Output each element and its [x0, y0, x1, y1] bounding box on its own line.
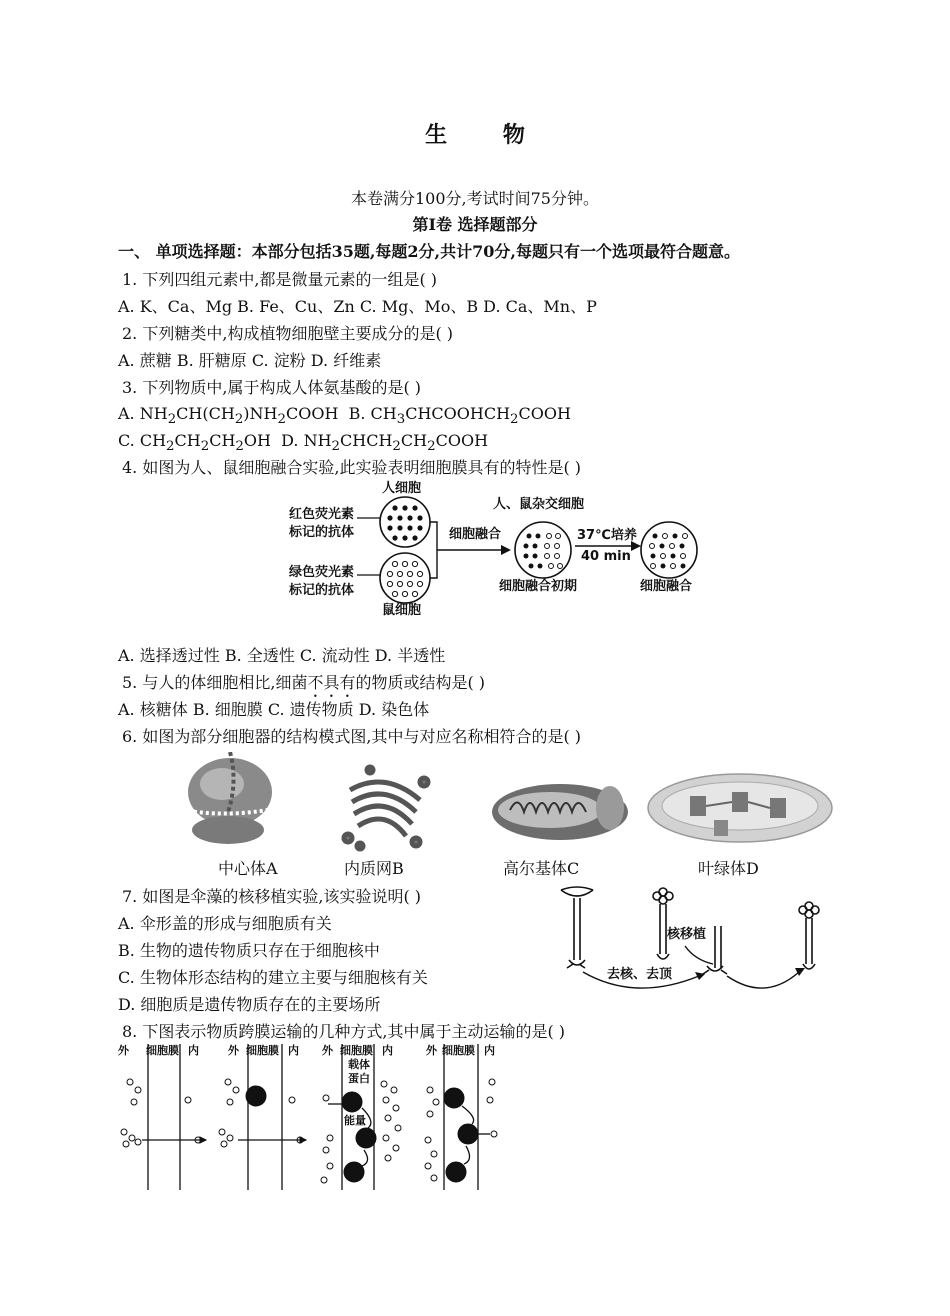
organelle-b-image: [344, 767, 428, 849]
q7-option-a: A. 伞形盖的形成与细胞质有关: [118, 914, 332, 933]
q3-option-b: B. $CH_3CHCOOHCH_2COOH$: [348, 404, 571, 428]
remove-label: 去核、去顶: [607, 967, 673, 982]
part-heading: [0, 214, 950, 236]
hybrid-cell-early: [515, 522, 571, 578]
transplant-label: 核移植: [667, 927, 707, 942]
hybrid-cell-fused: [641, 522, 697, 578]
q3-option-d: D. $NH_2CHCH_2CH_2COOH$: [281, 431, 489, 455]
umbrella-alga-1: [561, 887, 593, 968]
mouse-cell-label: 鼠细胞: [382, 603, 422, 618]
svg-text:内: 内: [288, 1044, 299, 1057]
svg-text:内: 内: [188, 1044, 199, 1057]
time-label: 40 min: [581, 549, 631, 564]
q4-options: A. 选择透过性 B. 全透性 C. 流动性 D. 半透性: [118, 646, 446, 665]
carrier-label-1: 载体: [348, 1058, 370, 1071]
umbrella-alga-2: [653, 888, 673, 959]
q1-options: A. K、Ca、Mg B. Fe、Cu、Zn C. Mg、Mo、B D. Ca、Mn、P: [118, 297, 597, 316]
transport-panel-1: [121, 1079, 206, 1147]
q6-label-b: 内质网B: [344, 859, 404, 878]
svg-text:细胞膜: 细胞膜: [246, 1044, 279, 1057]
early-label: 细胞融合初期: [499, 579, 578, 594]
svg-text:细胞膜: 细胞膜: [340, 1044, 373, 1057]
transport-panel-3: [321, 1081, 401, 1183]
q3-stem: 3. 下列物质中,属于构成人体氨基酸的是( ): [122, 378, 422, 397]
q7-option-c: C. 生物体形态结构的建立主要与细胞核有关: [118, 968, 428, 987]
q3-options-cd: [118, 430, 488, 458]
organelle-c-image: [492, 784, 628, 840]
svg-text:内: 内: [484, 1044, 495, 1057]
fusion-label: 细胞融合: [449, 527, 502, 542]
part-heading-text: 第Ⅰ卷 选择题部分: [412, 215, 538, 234]
green-label-1: 绿色荧光素: [289, 565, 355, 580]
membrane-transport-figure: [116, 1042, 516, 1190]
q4-stem: 4. 如图为人、鼠细胞融合实验,此实验表明细胞膜具有的特性是( ): [122, 458, 582, 477]
q3-options-ab: [118, 403, 571, 431]
q5-stem: 5. 与人的体细胞相比,细菌不具有的物质或结构是( ): [122, 673, 486, 692]
fused-label: 细胞融合: [640, 579, 693, 594]
q6-label-c: 高尔基体C: [503, 859, 580, 878]
energy-label: 能量: [344, 1114, 366, 1127]
q8-stem: 8. 下图表示物质跨膜运输的几种方式,其中属于主动运输的是( ): [122, 1022, 566, 1041]
red-label-1: 红色荧光素: [289, 507, 355, 522]
green-label-2: 标记的抗体: [289, 583, 355, 598]
q7-option-b: B. 生物的遗传物质只存在于细胞核中: [118, 941, 380, 960]
q6-stem: 6. 如图为部分细胞器的结构模式图,其中与对应名称相符合的是( ): [122, 727, 582, 746]
svg-text:外: 外: [426, 1044, 437, 1057]
q3-option-c: C. $CH_2CH_2CH_2OH$: [118, 431, 271, 455]
q1-stem: 1. 下列四组元素中,都是微量元素的一组是( ): [122, 270, 438, 289]
carrier-label-2: 蛋白: [348, 1072, 370, 1085]
svg-text:细胞膜: 细胞膜: [442, 1044, 475, 1057]
section-heading: 一、 单项选择题：本部分包括35题,每题2分,共计70分,每题只有一个选项最符合题意。: [118, 242, 740, 261]
cell-fusion-figure: [285, 478, 715, 624]
svg-text:内: 内: [382, 1044, 393, 1057]
temp-label: 37℃培养: [577, 528, 637, 543]
q2-options: A. 蔗糖 B. 肝糖原 C. 淀粉 D. 纤维素: [118, 351, 382, 370]
organelle-d-image: [648, 774, 832, 842]
q6-label-d: 叶绿体D: [698, 859, 759, 878]
hybrid-label: 人、鼠杂交细胞: [493, 497, 585, 512]
red-label-2: 标记的抗体: [289, 525, 355, 540]
q5-options: A. 核糖体 B. 细胞膜 C. 遗传物质 D. 染色体: [118, 700, 430, 719]
acetabularia-figure: [555, 880, 840, 1002]
page-title: 生 物: [425, 122, 549, 148]
exam-intro: 本卷满分100分,考试时间75分钟。: [351, 189, 599, 208]
svg-text:外: 外: [118, 1044, 129, 1057]
q7-option-d: D. 细胞质是遗传物质存在的主要场所: [118, 995, 381, 1014]
svg-text:外: 外: [322, 1044, 333, 1057]
umbrella-alga-3: [799, 902, 819, 969]
q2-stem: 2. 下列糖类中,构成植物细胞壁主要成分的是( ): [122, 324, 454, 343]
q6-label-a: 中心体A: [218, 859, 278, 878]
svg-text:细胞膜: 细胞膜: [146, 1044, 179, 1057]
q7-stem: 7. 如图是伞藻的核移植实验,该实验说明( ): [122, 887, 422, 906]
organelle-a-image: [182, 752, 278, 844]
human-cell-label: 人细胞: [382, 481, 422, 496]
q5-emphasis: 不具有: [307, 673, 356, 692]
transport-panel-2: [219, 1079, 306, 1147]
transport-panel-4: [425, 1079, 497, 1182]
q3-option-a: A. $NH_2CH(CH_2)NH_2COOH$: [118, 404, 339, 428]
organelles-figure: [180, 752, 840, 852]
svg-text:外: 外: [228, 1044, 239, 1057]
